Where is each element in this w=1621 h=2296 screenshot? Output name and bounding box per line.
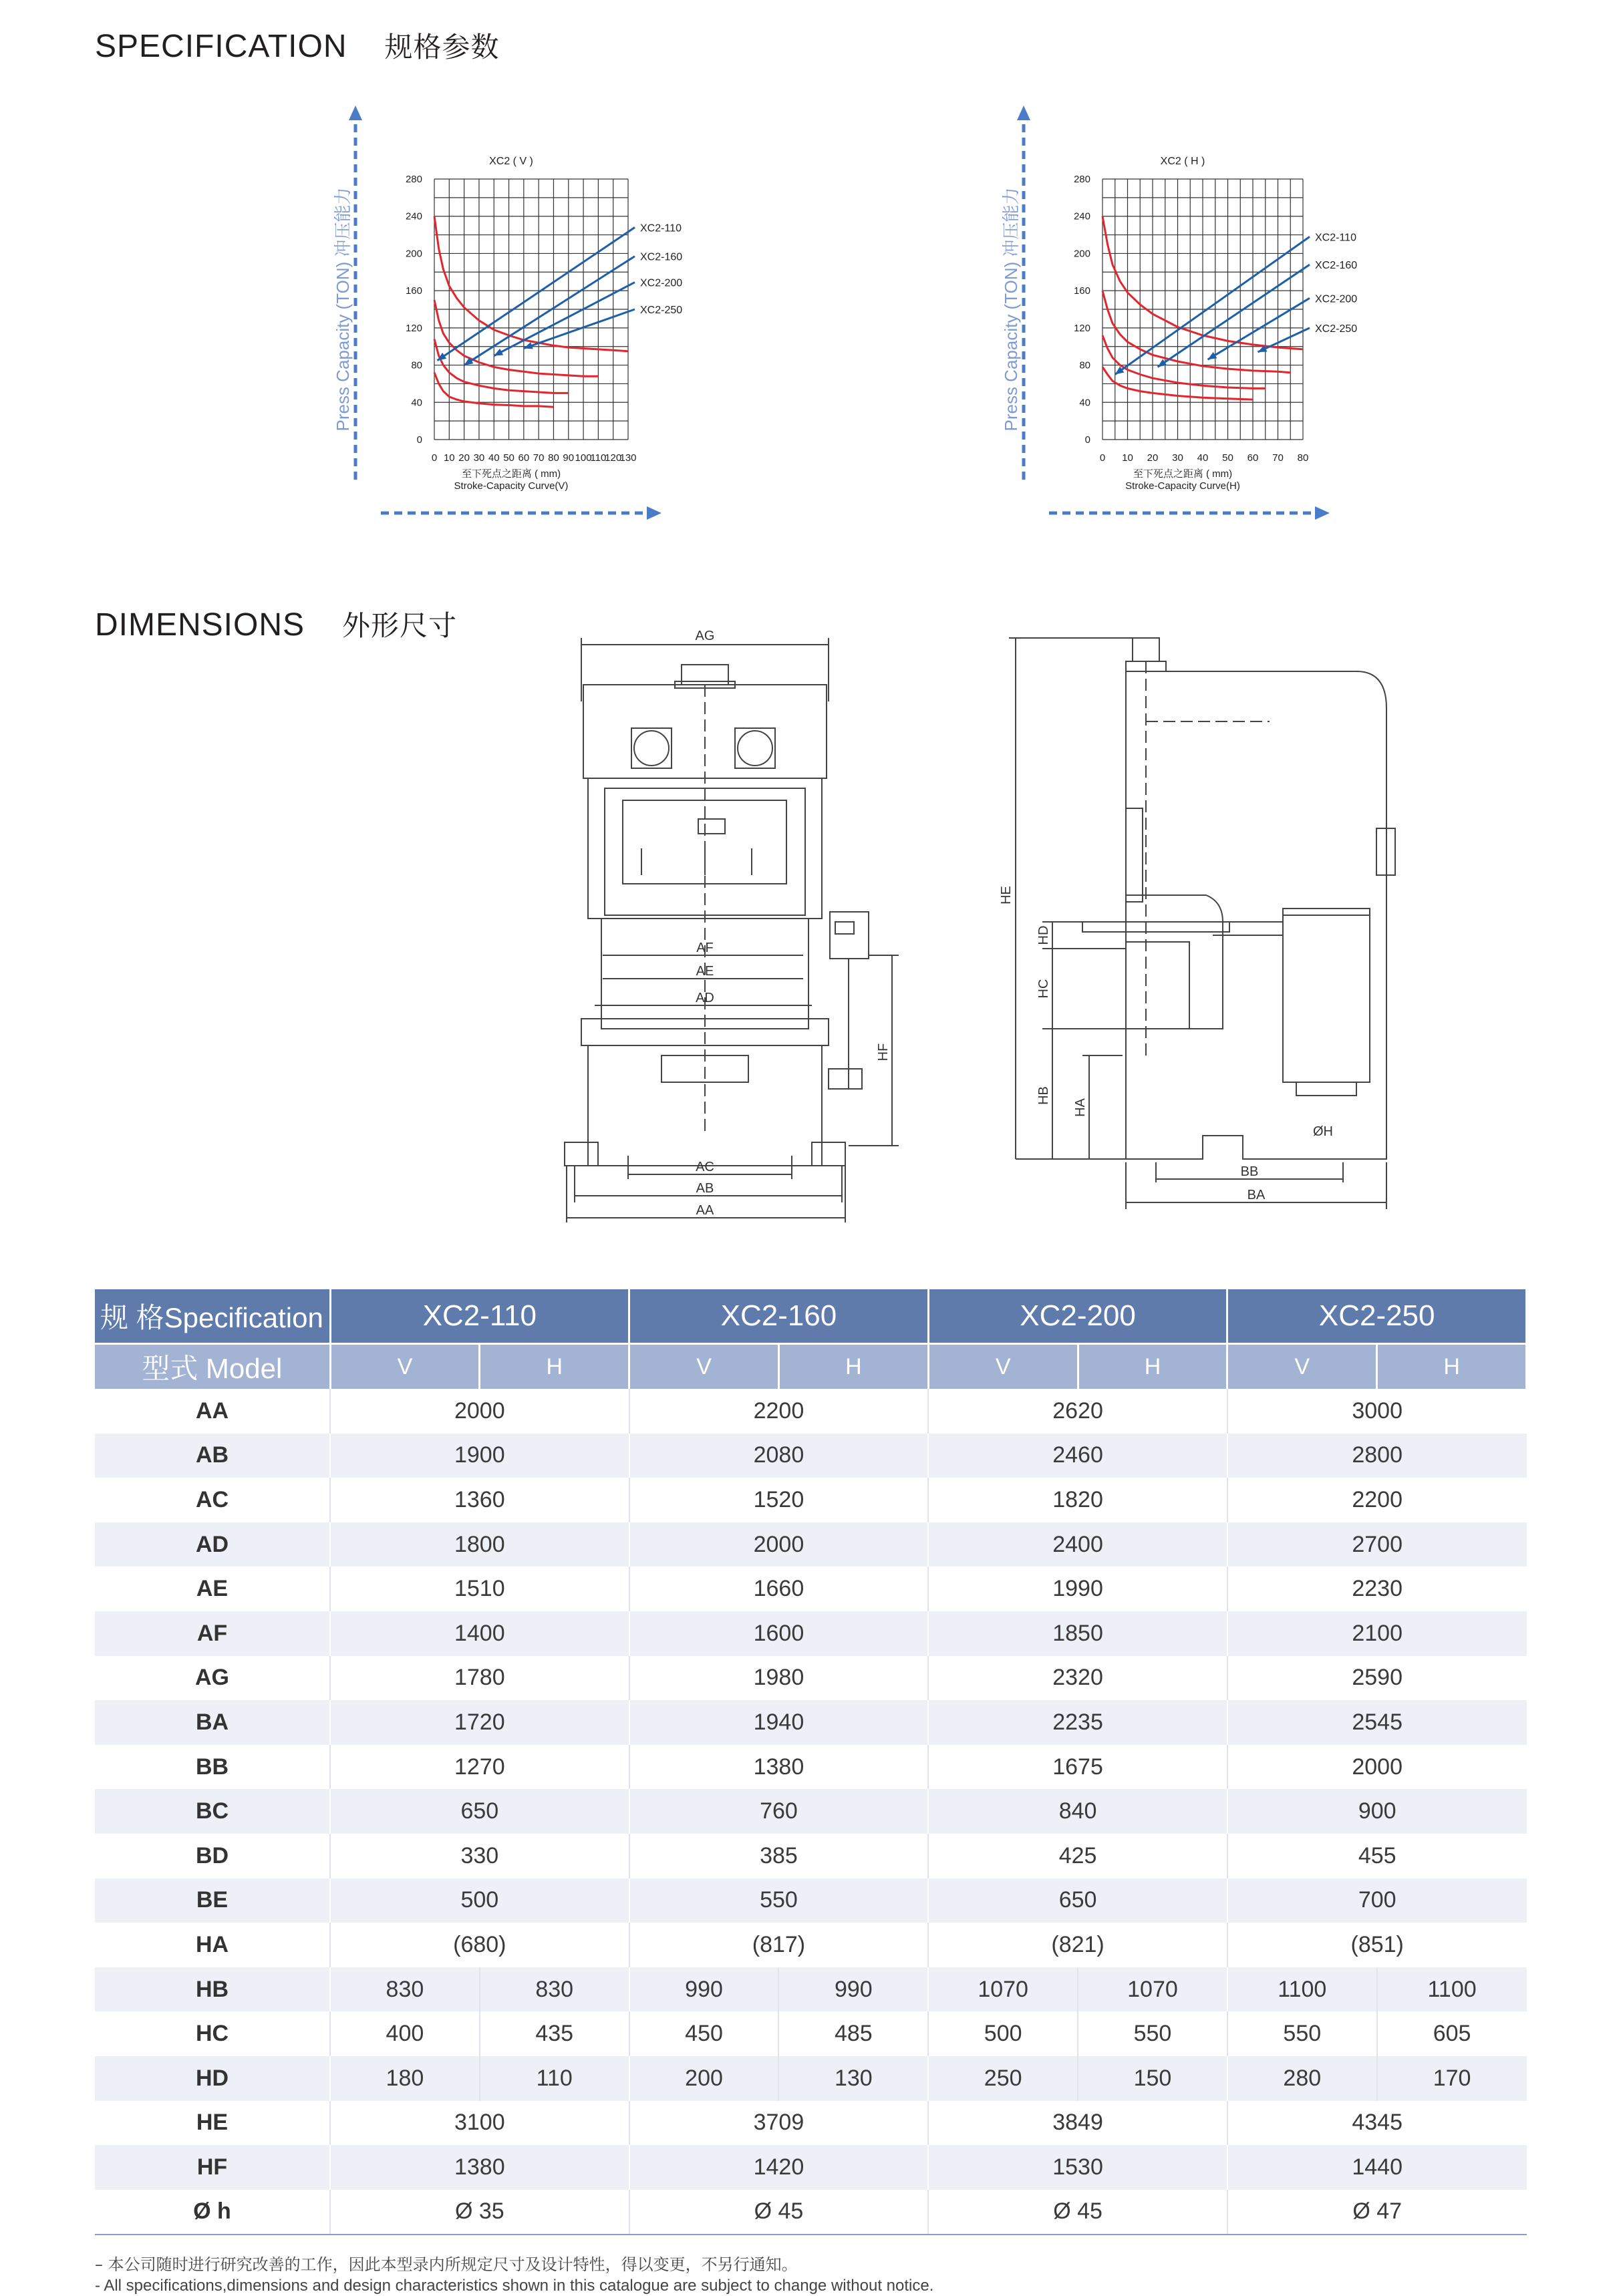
table-row: [95, 2011, 1527, 2056]
x-tick-label: 10: [1122, 452, 1133, 464]
series-label: XC2-160: [1315, 260, 1358, 272]
table-cell: 385: [629, 1834, 929, 1878]
table-cell: Ø 47: [1227, 2190, 1527, 2235]
table-cell: 550: [629, 1878, 929, 1923]
dim-title-cn: 外形尺寸: [342, 609, 458, 642]
label-bb: BB: [1240, 1164, 1259, 1179]
table-row: [95, 2145, 1527, 2190]
y-tick-label: 120: [405, 322, 422, 334]
table-cell: 3000: [1227, 1389, 1527, 1434]
table-cell: 425: [928, 1834, 1227, 1878]
electrical-cabinet: [1283, 909, 1370, 1082]
x-tick-label: 30: [473, 452, 485, 464]
header-model-250: XC2-250: [1227, 1289, 1527, 1344]
x-axis-arrowhead: [1315, 506, 1330, 520]
row-label: AG: [195, 1665, 229, 1691]
table-row: [95, 1834, 1527, 1878]
table-cell: 1850: [928, 1611, 1227, 1656]
header-spec-label: 规 格Specification: [95, 1289, 330, 1344]
table-row: [95, 1656, 1527, 1701]
row-label: HF: [95, 2145, 330, 2190]
table-cell: 435: [480, 2011, 629, 2056]
dim-title-en: DIMENSIONS: [95, 607, 305, 643]
row-label: HE: [196, 2110, 229, 2136]
y-axis-arrowhead: [349, 106, 362, 120]
x-tick-label: 100: [575, 452, 592, 464]
table-cell: Ø 45: [629, 2190, 929, 2235]
type-h: H: [1377, 1344, 1527, 1389]
row-label: HA: [195, 1931, 229, 1957]
footnote-cn: – 本公司随时进行研究改善的工作，因此本型录内所规定尺寸及设计特性，得以变更，不另行通知。: [95, 2255, 798, 2274]
table-cell: 2200: [629, 1389, 929, 1434]
control-panel: [830, 912, 869, 959]
table-cell: 1380: [629, 1745, 929, 1790]
chart-h-svg: [982, 94, 1423, 548]
pointer-line: [1158, 265, 1310, 367]
table-cell: 2700: [1227, 1522, 1527, 1567]
row-label: BD: [195, 1842, 229, 1868]
x-tick-label: 40: [488, 452, 500, 464]
y-tick-label: 40: [1079, 397, 1090, 409]
series-label: XC2-160: [640, 251, 683, 263]
table-cell: 1100: [1227, 1967, 1377, 2012]
table-cell: 1780: [330, 1656, 629, 1701]
table-cell: 1070: [928, 1967, 1078, 2012]
specification-table: [95, 1289, 1527, 2235]
table-cell: 330: [330, 1834, 629, 1878]
type-v: V: [629, 1344, 779, 1389]
y-tick-label: 80: [411, 359, 422, 371]
series-label: XC2-200: [640, 277, 683, 289]
table-row: [95, 1878, 1527, 1923]
x-tick-label: 20: [458, 452, 470, 464]
table-cell: 130: [778, 2056, 928, 2101]
table-row: [95, 1923, 1527, 1967]
table-cell: (817): [629, 1923, 929, 1967]
table-cell: 1400: [330, 1611, 629, 1656]
table-cell: (851): [1227, 1923, 1527, 1967]
label-ag: AG: [695, 629, 715, 643]
y-axis-label: Press Capacity (TON) 冲压能力: [1001, 187, 1021, 432]
table-cell: 1440: [1227, 2145, 1527, 2190]
row-label: AC: [195, 1486, 229, 1512]
spec-title-en: SPECIFICATION: [95, 29, 347, 64]
label-oh: ØH: [1313, 1124, 1333, 1139]
y-axis-label: Press Capacity (TON) 冲压能力: [333, 187, 353, 432]
table-cell: 1100: [1377, 1967, 1527, 2012]
y-tick-label: 240: [405, 210, 422, 222]
y-tick-label: 280: [405, 174, 422, 185]
table-row: [95, 2101, 1527, 2146]
x-tick-label: 0: [431, 452, 438, 464]
table-cell: 3100: [330, 2101, 629, 2146]
table-cell: 1900: [330, 1434, 629, 1478]
table-row: [95, 1522, 1527, 1567]
table-cell: (680): [330, 1923, 629, 1967]
stroke-capacity-chart-h: [982, 94, 1423, 548]
table-cell: 3849: [928, 2101, 1227, 2146]
table-cell: 2080: [629, 1434, 929, 1478]
label-aa: AA: [696, 1203, 714, 1218]
row-label: HB: [95, 1967, 330, 2012]
table-cell: 450: [629, 2011, 779, 2056]
row-label: AF: [95, 1611, 330, 1656]
table-cell: 900: [1227, 1789, 1527, 1834]
pointer-line: [494, 283, 635, 356]
table-cell: 1360: [330, 1478, 629, 1522]
type-h: H: [778, 1344, 928, 1389]
x-tick-label: 0: [1099, 452, 1106, 464]
x-tick-label: 10: [443, 452, 455, 464]
header-model-200: XC2-200: [928, 1289, 1227, 1344]
y-tick-label: 120: [1073, 322, 1090, 334]
table-cell: 1980: [629, 1656, 929, 1701]
y-tick-label: 0: [1084, 434, 1090, 446]
table-row: [95, 1967, 1527, 2012]
table-cell: Ø 35: [330, 2190, 629, 2235]
table-cell: 400: [330, 2011, 480, 2056]
specification-title: [95, 25, 500, 65]
pointer-line: [1208, 298, 1310, 359]
pointer-line: [524, 309, 635, 349]
x-axis-arrowhead: [647, 506, 661, 520]
series-label: XC2-250: [1315, 323, 1358, 335]
table-cell: 840: [928, 1789, 1227, 1834]
curve-xc2-250: [434, 216, 628, 351]
table-row: [95, 1789, 1527, 1834]
table-cell: 2000: [330, 1389, 629, 1434]
y-tick-label: 200: [1073, 248, 1090, 260]
table-cell: 2545: [1227, 1700, 1527, 1745]
x-axis-label-cn: 至下死点之距离 ( mm): [461, 468, 561, 480]
x-tick-label: 130: [619, 452, 637, 464]
row-label: BE: [95, 1878, 330, 1923]
table-cell: 2000: [629, 1522, 929, 1567]
table-cell: 110: [480, 2056, 629, 2101]
table-cell: 550: [1078, 2011, 1227, 2056]
x-tick-label: 40: [1197, 452, 1209, 464]
table-cell: 250: [928, 2056, 1078, 2101]
table-row: [95, 2056, 1527, 2101]
table-subheader-row: [95, 1344, 1527, 1389]
table-cell: 650: [928, 1878, 1227, 1923]
table-header-row: [95, 1289, 1527, 1344]
label-ac: AC: [696, 1160, 714, 1174]
y-tick-label: 280: [1073, 174, 1090, 185]
series-label: XC2-200: [1315, 293, 1358, 305]
label-ha: HA: [1073, 1098, 1088, 1117]
table-cell: 1420: [629, 2145, 929, 2190]
label-he: HE: [999, 886, 1014, 905]
row-label: AE: [196, 1576, 229, 1602]
front-view-svg: [561, 628, 909, 1229]
row-label: Ø h: [95, 2190, 330, 2235]
series-label: XC2-110: [1315, 232, 1356, 244]
table-cell: 180: [330, 2056, 480, 2101]
x-tick-label: 80: [548, 452, 559, 464]
table-cell: 650: [330, 1789, 629, 1834]
x-tick-label: 90: [563, 452, 575, 464]
table-cell: 990: [778, 1967, 928, 2012]
x-tick-label: 80: [1297, 452, 1309, 464]
table-cell: 2620: [928, 1389, 1227, 1434]
table-cell: 3709: [629, 2101, 929, 2146]
x-tick-label: 60: [518, 452, 530, 464]
y-tick-label: 160: [405, 285, 422, 297]
table-cell: 2200: [1227, 1478, 1527, 1522]
table-cell: 2400: [928, 1522, 1227, 1567]
header-model-110: XC2-110: [330, 1289, 629, 1344]
grid: [1102, 179, 1303, 440]
table-cell: 2320: [928, 1656, 1227, 1701]
table-cell: 1380: [330, 2145, 629, 2190]
row-label: BA: [95, 1700, 330, 1745]
table-row: [95, 1567, 1527, 1611]
table-cell: 150: [1078, 2056, 1227, 2101]
table-cell: 1800: [330, 1522, 629, 1567]
header-model-label: 型式 Model: [95, 1344, 330, 1389]
side-view-svg: [999, 628, 1430, 1229]
series-label: XC2-110: [640, 222, 682, 234]
side-view-drawing: [999, 628, 1430, 1229]
label-ad: AD: [696, 991, 714, 1005]
spec-title-cn: 规格参数: [384, 31, 500, 63]
table-cell: 500: [330, 1878, 629, 1923]
table-body: [95, 1389, 1527, 2235]
label-hf: HF: [876, 1043, 891, 1061]
type-v: V: [928, 1344, 1078, 1389]
x-axis-label-cn: 至下死点之距离 ( mm): [1133, 468, 1233, 480]
series-label: XC2-250: [640, 305, 683, 316]
y-tick-label: 160: [1073, 285, 1090, 297]
table-cell: 1990: [928, 1567, 1227, 1611]
label-hd: HD: [1036, 925, 1051, 945]
label-ae: AE: [696, 964, 714, 979]
label-ba: BA: [1247, 1188, 1266, 1202]
x-tick-label: 120: [605, 452, 622, 464]
table-cell: Ø 45: [928, 2190, 1227, 2235]
label-hc: HC: [1036, 979, 1051, 999]
footnote-en: - All specifications,dimensions and design characteristics shown in this catalogue are subject to change without notice.: [95, 2277, 934, 2295]
x-tick-label: 70: [1272, 452, 1284, 464]
table-cell: 830: [480, 1967, 629, 2012]
table-row: [95, 1389, 1527, 1434]
table-cell: (821): [928, 1923, 1227, 1967]
x-tick-label: 50: [1222, 452, 1233, 464]
chart-title: XC2 ( H ): [1160, 156, 1205, 167]
table-cell: 1270: [330, 1745, 629, 1790]
label-ab: AB: [696, 1181, 714, 1196]
table-cell: 1530: [928, 2145, 1227, 2190]
table-cell: 2230: [1227, 1567, 1527, 1611]
curve-xc2-200: [1102, 291, 1290, 373]
table-cell: 455: [1227, 1834, 1527, 1878]
table-cell: 1660: [629, 1567, 929, 1611]
row-label: AB: [95, 1434, 330, 1478]
table-row: [95, 1745, 1527, 1790]
x-axis-label: Stroke-Capacity Curve(H): [1125, 480, 1240, 492]
table-cell: 990: [629, 1967, 779, 2012]
table-cell: 1070: [1078, 1967, 1227, 2012]
table-cell: 170: [1377, 2056, 1527, 2101]
table-cell: 200: [629, 2056, 779, 2101]
table-row: [95, 1434, 1527, 1478]
table-cell: 485: [778, 2011, 928, 2056]
pointer-arrowhead: [524, 342, 533, 349]
dimensions-title: [95, 604, 457, 644]
row-label: HD: [95, 2056, 330, 2101]
x-tick-label: 30: [1172, 452, 1183, 464]
x-tick-label: 60: [1247, 452, 1259, 464]
type-v: V: [1227, 1344, 1377, 1389]
y-tick-label: 240: [1073, 210, 1090, 222]
table-row: [95, 1478, 1527, 1522]
table-cell: 4345: [1227, 2101, 1527, 2146]
table-cell: 2000: [1227, 1745, 1527, 1790]
y-axis-arrowhead: [1017, 106, 1030, 120]
row-label: AD: [95, 1522, 330, 1567]
table-cell: 700: [1227, 1878, 1527, 1923]
table-row: [95, 2190, 1527, 2235]
table-cell: 1720: [330, 1700, 629, 1745]
x-axis-label: Stroke-Capacity Curve(V): [454, 480, 569, 492]
table-cell: 2235: [928, 1700, 1227, 1745]
table-cell: 550: [1227, 2011, 1377, 2056]
x-tick-label: 50: [503, 452, 514, 464]
row-label: BB: [195, 1754, 229, 1780]
label-hb: HB: [1036, 1086, 1051, 1105]
type-h: H: [1078, 1344, 1227, 1389]
pointer-line: [437, 227, 635, 360]
table-cell: 760: [629, 1789, 929, 1834]
front-view-drawing: [561, 628, 909, 1229]
chart-title: XC2 ( V ): [489, 156, 533, 167]
x-tick-label: 110: [590, 452, 607, 464]
table-cell: 1940: [629, 1700, 929, 1745]
type-v: V: [330, 1344, 480, 1389]
table-cell: 1675: [928, 1745, 1227, 1790]
header-model-160: XC2-160: [629, 1289, 929, 1344]
table-cell: 280: [1227, 2056, 1377, 2101]
label-af: AF: [696, 941, 714, 955]
y-tick-label: 40: [411, 397, 422, 409]
table-row: [95, 1611, 1527, 1656]
row-label: AA: [195, 1398, 229, 1424]
stroke-capacity-chart-v: [314, 94, 755, 548]
table-cell: 2590: [1227, 1656, 1527, 1701]
table-cell: 1510: [330, 1567, 629, 1611]
table-cell: 1520: [629, 1478, 929, 1522]
x-tick-label: 70: [533, 452, 545, 464]
table-cell: 830: [330, 1967, 480, 2012]
table-cell: 2100: [1227, 1611, 1527, 1656]
pointer-line: [464, 257, 635, 365]
row-label: BC: [95, 1789, 330, 1834]
y-tick-label: 80: [1079, 359, 1090, 371]
row-label: HC: [195, 2021, 229, 2047]
table-cell: 2800: [1227, 1434, 1527, 1478]
y-tick-label: 200: [405, 248, 422, 260]
table-cell: 2460: [928, 1434, 1227, 1478]
table-cell: 605: [1377, 2011, 1527, 2056]
chart-v-svg: [314, 94, 755, 548]
table-cell: 1820: [928, 1478, 1227, 1522]
table-row: [95, 1700, 1527, 1745]
table-cell: 1600: [629, 1611, 929, 1656]
y-tick-label: 0: [416, 434, 422, 446]
type-h: H: [480, 1344, 629, 1389]
table-cell: 500: [928, 2011, 1078, 2056]
x-tick-label: 20: [1147, 452, 1159, 464]
